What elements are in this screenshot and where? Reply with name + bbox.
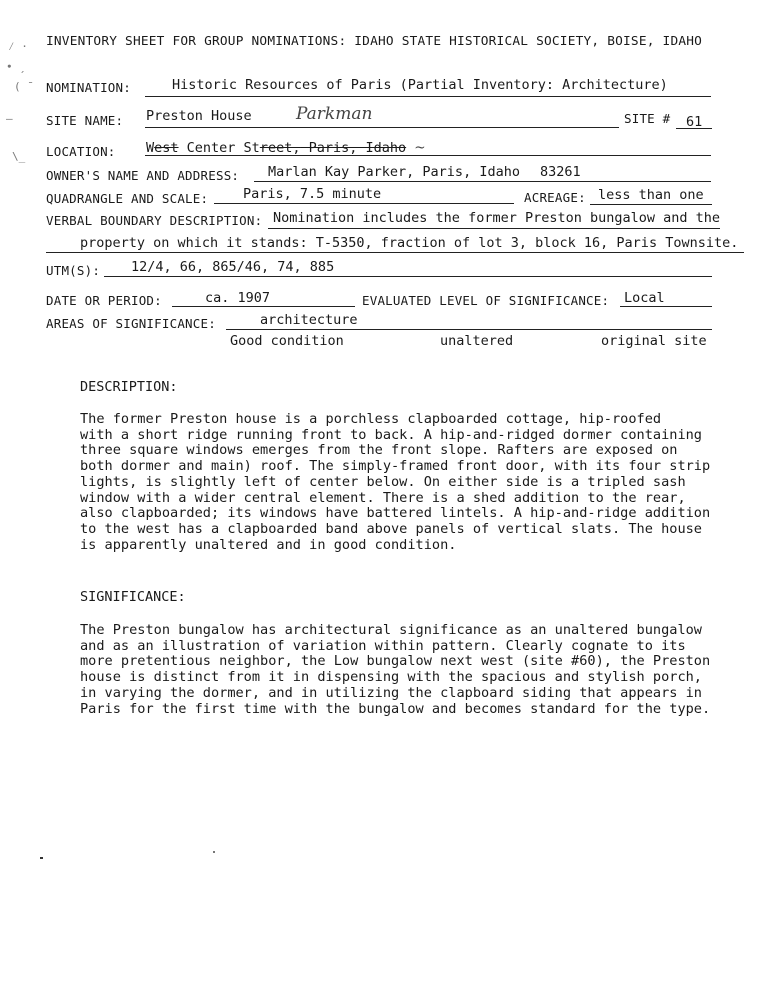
owner-value: Marlan Kay Parker, Paris, Idaho xyxy=(268,164,520,180)
description-heading: DESCRIPTION: xyxy=(80,379,178,395)
significance-line: more pretentious neighbor, the Low bungalow next west (site #60), the Preston xyxy=(80,653,711,670)
page-title: INVENTORY SHEET FOR GROUP NOMINATIONS: IDAHO STATE HISTORICAL SOCIETY, BOISE, IDAHO xyxy=(46,34,703,49)
significance-line: house is distinct from it in dispensing with the spacious and stylish porch, xyxy=(80,669,702,686)
condition-2: unaltered xyxy=(440,333,514,349)
date-underline xyxy=(172,306,355,307)
nomination-underline xyxy=(145,96,711,97)
margin-mark: — xyxy=(6,112,13,125)
acreage-label: ACREAGE: xyxy=(524,190,586,205)
site-number-value: 61 xyxy=(686,114,703,130)
description-line: three square windows emerges from the front slope. Rafters are exposed on xyxy=(80,442,678,459)
quadrangle-underline xyxy=(214,203,514,204)
scan-speck xyxy=(213,851,215,853)
significance-line: The Preston bungalow has architectural significance as an unaltered bungalow xyxy=(80,622,702,638)
description-line: also clapboarded; its windows have battered lintels. A hip-and-ridge addition xyxy=(80,505,711,522)
description-line: The former Preston house is a porchless clapboarded cottage, hip-roofed xyxy=(80,411,662,427)
margin-mark: ( ̄ xyxy=(14,80,28,93)
description-line: both dormer and main) roof. The simply-framed front door, with its four strip xyxy=(80,458,711,475)
acreage-underline xyxy=(590,204,712,205)
acreage-value: less than one xyxy=(598,187,704,203)
margin-mark: \_ xyxy=(12,150,26,163)
description-line: lights, is slightly left of center below. On either side is a tripled sash xyxy=(80,473,686,490)
utm-label: UTM(S): xyxy=(46,263,101,278)
boundary-line-2: property on which it stands: T-5350, fraction of lot 3, block 16, Paris Townsite. xyxy=(80,235,739,251)
description-line: with a short ridge running front to back. A hip-and-ridged dormer containing xyxy=(80,426,702,443)
description-line: window with a wider central element. There is a shed addition to the rear, xyxy=(80,489,686,506)
description-body xyxy=(80,412,720,553)
boundary-line-1: Nomination includes the former Preston bungalow and the xyxy=(273,210,721,226)
boundary-label: VERBAL BOUNDARY DESCRIPTION: xyxy=(46,213,263,228)
location-label: LOCATION: xyxy=(46,144,116,159)
description-line: to the west has a clapboarded band above panels of vertical slats. The house xyxy=(80,520,702,537)
margin-mark: ⁄ · xyxy=(8,40,28,53)
utm-underline xyxy=(104,276,712,277)
site-number-underline xyxy=(676,128,712,129)
site-name-value: Preston House xyxy=(146,108,252,124)
evaluated-label: EVALUATED LEVEL OF SIGNIFICANCE: xyxy=(362,293,610,308)
location-value: West Center Street, Paris, Idaho ~ xyxy=(146,140,426,156)
owner-underline xyxy=(254,181,711,182)
scan-speck xyxy=(40,857,43,859)
significance-line: Paris for the first time with the bungalow and becomes standard for the type. xyxy=(80,700,711,717)
date-value: ca. 1907 xyxy=(205,290,271,306)
margin-mark: ∙ ˏ xyxy=(6,60,26,73)
evaluated-underline xyxy=(620,306,712,307)
areas-value: architecture xyxy=(260,312,358,328)
evaluated-value: Local xyxy=(624,290,665,306)
boundary-underline-2 xyxy=(46,252,744,253)
nomination-label: NOMINATION: xyxy=(46,80,131,95)
date-label: DATE OR PERIOD: xyxy=(46,293,162,308)
utm-value: 12/4, 66, 865/46, 74, 885 xyxy=(131,259,335,275)
condition-3: original site xyxy=(601,333,707,349)
significance-line: and as an illustration of variation within pattern. Clearly cognate to its xyxy=(80,637,686,654)
owner-label: OWNER'S NAME AND ADDRESS: xyxy=(46,168,240,183)
condition-1: Good condition xyxy=(230,333,344,349)
significance-heading: SIGNIFICANCE: xyxy=(80,589,186,605)
significance-body xyxy=(80,623,720,717)
nomination-value: Historic Resources of Paris (Partial Inventory: Architecture) xyxy=(172,77,668,93)
quadrangle-value: Paris, 7.5 minute xyxy=(243,186,382,202)
handwritten-note: Parkman xyxy=(296,104,373,124)
significance-line: in varying the dormer, and in utilizing the clapboard siding that appears in xyxy=(80,684,702,701)
boundary-underline-1 xyxy=(268,228,720,229)
site-name-underline xyxy=(145,127,619,128)
location-underline xyxy=(145,155,711,156)
owner-zip: 83261 xyxy=(540,164,581,180)
areas-underline xyxy=(226,329,712,330)
site-number-label: SITE # xyxy=(624,111,671,126)
quadrangle-label: QUADRANGLE AND SCALE: xyxy=(46,191,209,206)
site-name-label: SITE NAME: xyxy=(46,113,124,128)
description-line: is apparently unaltered and in good condition. xyxy=(80,536,457,553)
areas-label: AREAS OF SIGNIFICANCE: xyxy=(46,316,216,331)
